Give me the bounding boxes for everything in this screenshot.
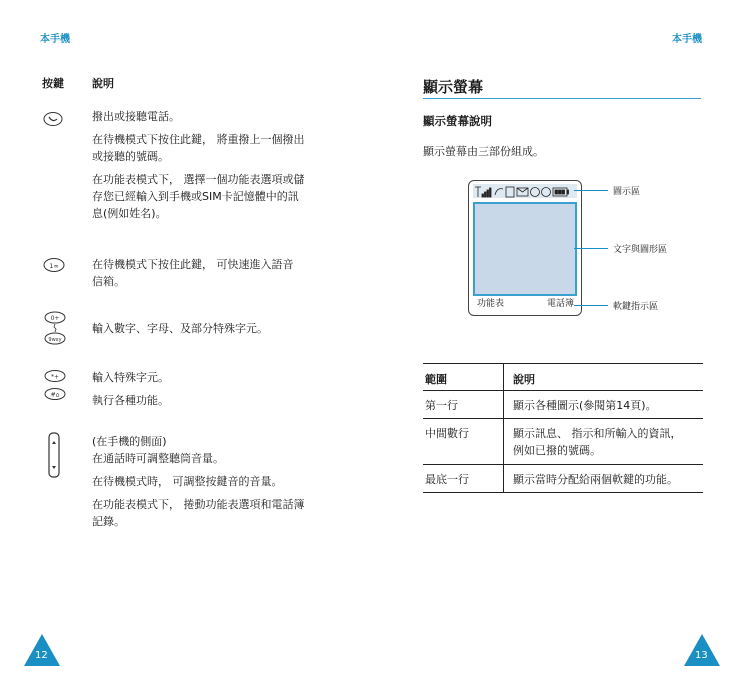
callout-label-text: 文字與圖形區 <box>613 245 668 255</box>
subsection-title: 顯示螢幕說明 <box>423 114 492 128</box>
number-keys-icon <box>43 311 69 349</box>
softkey-row <box>473 297 577 311</box>
key-label-top: 0+ <box>50 315 60 322</box>
table-row-2-range: 中間數行 <box>425 427 469 440</box>
callout-line-icons <box>574 190 608 191</box>
table-row-2-desc: 顯示訊息、 指示和所輸入的資訊， 例如已撥的號碼。 <box>513 427 682 457</box>
table-header-range: 範圍 <box>425 373 447 386</box>
table-row-3-range: 最底一行 <box>425 473 469 486</box>
table-bottom-rule <box>423 492 703 493</box>
key-label-bottom: 9wxy <box>48 337 62 343</box>
callout-label-icons: 圖示區 <box>613 187 641 197</box>
volume-key-icon <box>47 432 61 482</box>
section-title: 顯示螢幕 <box>423 78 484 96</box>
send-key-icon <box>43 111 63 131</box>
running-header-left: 本手機 <box>40 34 70 45</box>
table-header-rule <box>423 390 703 391</box>
table-row-1-range: 第一行 <box>425 399 458 412</box>
table-top-rule <box>423 363 703 364</box>
title-rule <box>423 98 701 99</box>
volume-key-description: (在手機的側面) 在通話時可調整聽筒音量。 在待機模式時， 可調整按鍵音的音量。 在功能表模式下， 捲動功能表選項和電話簿 記錄。 <box>92 435 305 528</box>
svg-text:*+: *+ <box>50 373 60 381</box>
text-graphics-area <box>473 202 577 296</box>
svg-text:#⌂: #⌂ <box>50 391 60 399</box>
table-row-rule <box>423 464 703 465</box>
icon-row <box>473 184 577 198</box>
table-row-3-desc: 顯示當時分配給兩個軟鍵的功能。 <box>513 473 678 486</box>
column-header-key: 按鍵 <box>42 77 64 90</box>
callout-line-softkeys <box>574 305 608 306</box>
callout-line-text <box>574 248 608 249</box>
running-header-right: 本手機 <box>672 34 702 45</box>
star-hash-keys-description: 輸入特殊字元。 執行各種功能。 <box>92 371 169 407</box>
send-key-description: 撥出或接聽電話。 在待機模式下按住此鍵， 將重撥上一個撥出 或接聽的號碼。 在功能表模式下， 選擇一個功能表選項或儲 存您已經輸入到手機或SIM卡記憶體中的訊 息(例如姓名)。 <box>92 110 305 220</box>
table-column-divider <box>503 363 504 492</box>
softkey-left-label: 功能表 <box>477 299 505 309</box>
voicemail-key-icon <box>43 257 65 277</box>
page-number-left: 12 <box>35 650 48 661</box>
voicemail-key-description: 在待機模式下按住此鍵， 可快速進入語音 信箱。 <box>92 258 294 288</box>
table-row-1-desc: 顯示各種圖示(參閱第14頁)。 <box>513 399 657 412</box>
column-header-description: 說明 <box>92 77 114 90</box>
screen-diagram <box>468 180 582 316</box>
svg-text:1∞: 1∞ <box>49 262 59 270</box>
table-header-description: 說明 <box>513 373 535 386</box>
softkey-right-label: 電話簿 <box>546 299 574 309</box>
number-keys-description: 輸入數字、字母、及部分特殊字元。 <box>92 322 268 335</box>
intro-text: 顯示螢幕由三部份組成。 <box>423 145 544 158</box>
star-hash-keys-icon <box>43 368 69 406</box>
callout-label-softkeys: 軟鍵指示區 <box>613 302 659 312</box>
page-number-right: 13 <box>695 650 708 661</box>
table-row-rule <box>423 418 703 419</box>
